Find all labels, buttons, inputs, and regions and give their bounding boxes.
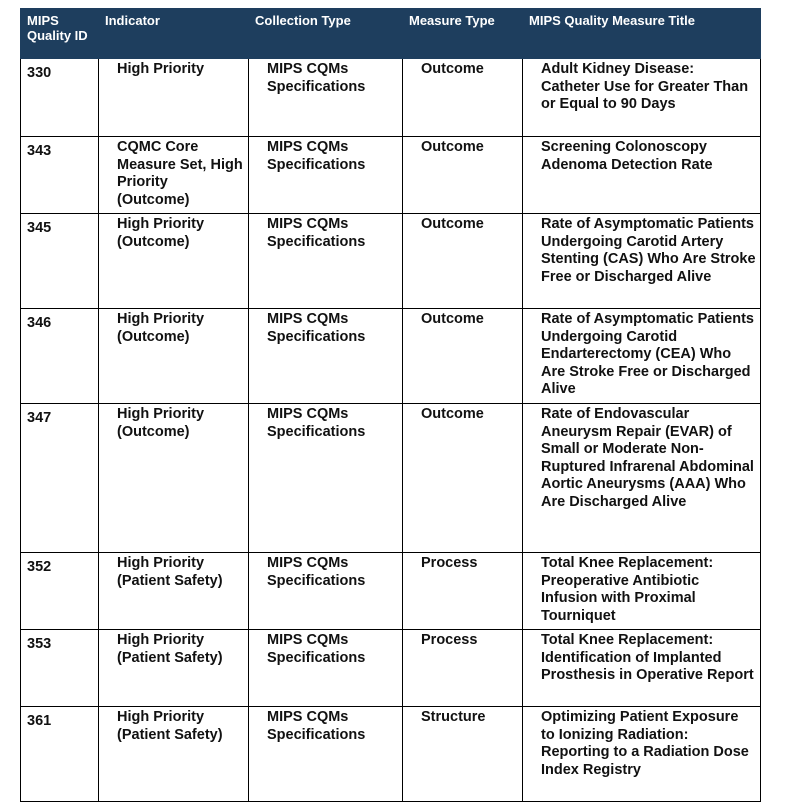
- cell-measure-title: Rate of Asymptomatic Patients Undergoing Carotid Artery Stenting (CAS) Who Are Stroke Free or Discharged Alive: [523, 214, 761, 309]
- cell-indicator: CQMC Core Measure Set, High Priority (Outcome): [99, 137, 249, 214]
- cell-measure-title: Total Knee Replacement: Preoperative Antibiotic Infusion with Proximal Tourniquet: [523, 553, 761, 630]
- cell-indicator: High Priority (Outcome): [99, 309, 249, 404]
- table-row: [21, 404, 761, 553]
- cell-indicator: High Priority (Outcome): [99, 404, 249, 553]
- cell-indicator: High Priority: [99, 59, 249, 137]
- cell-measure-title: Rate of Asymptomatic Patients Undergoing Carotid Endarterectomy (CEA) Who Are Stroke Free or Discharged Alive: [523, 309, 761, 404]
- cell-measure-type: Process: [403, 630, 523, 707]
- cell-measure-title: Screening Colonoscopy Adenoma Detection Rate: [523, 137, 761, 214]
- header-measure-type: Measure Type: [403, 9, 523, 59]
- table-row: [21, 59, 761, 137]
- cell-indicator: High Priority (Outcome): [99, 214, 249, 309]
- cell-collection-type: MIPS CQMs Specifications: [249, 214, 403, 309]
- cell-collection-type: MIPS CQMs Specifications: [249, 630, 403, 707]
- header-measure-title: MIPS Quality Measure Title: [523, 9, 761, 59]
- cell-measure-type: Outcome: [403, 59, 523, 137]
- cell-quality-id: 343: [21, 137, 99, 214]
- cell-indicator: High Priority (Patient Safety): [99, 553, 249, 630]
- cell-collection-type: MIPS CQMs Specifications: [249, 404, 403, 553]
- cell-indicator: High Priority (Patient Safety): [99, 707, 249, 802]
- cell-measure-title: Optimizing Patient Exposure to Ionizing Radiation: Reporting to a Radiation Dose Index Registry: [523, 707, 761, 802]
- cell-measure-type: Outcome: [403, 404, 523, 553]
- cell-measure-type: Outcome: [403, 309, 523, 404]
- cell-quality-id: 361: [21, 707, 99, 802]
- cell-indicator: High Priority (Patient Safety): [99, 630, 249, 707]
- cell-measure-type: Outcome: [403, 214, 523, 309]
- table-row: [21, 707, 761, 802]
- cell-quality-id: 353: [21, 630, 99, 707]
- table-row: [21, 553, 761, 630]
- cell-collection-type: MIPS CQMs Specifications: [249, 137, 403, 214]
- cell-measure-type: Outcome: [403, 137, 523, 214]
- cell-quality-id: 330: [21, 59, 99, 137]
- cell-measure-type: Process: [403, 553, 523, 630]
- cell-measure-title: Rate of Endovascular Aneurysm Repair (EVAR) of Small or Moderate Non-Ruptured Infrarenal Abdominal Aortic Aneurysms (AAA) Who Are Discharged Alive: [523, 404, 761, 553]
- table-row: [21, 214, 761, 309]
- cell-quality-id: 346: [21, 309, 99, 404]
- cell-measure-title: Adult Kidney Disease: Catheter Use for Greater Than or Equal to 90 Days: [523, 59, 761, 137]
- cell-collection-type: MIPS CQMs Specifications: [249, 707, 403, 802]
- table-row: [21, 137, 761, 214]
- cell-quality-id: 352: [21, 553, 99, 630]
- cell-collection-type: MIPS CQMs Specifications: [249, 553, 403, 630]
- measures-table: [20, 8, 761, 802]
- header-collection-type: Collection Type: [249, 9, 403, 59]
- header-indicator: Indicator: [99, 9, 249, 59]
- cell-measure-title: Total Knee Replacement: Identification of Implanted Prosthesis in Operative Report: [523, 630, 761, 707]
- cell-quality-id: 347: [21, 404, 99, 553]
- cell-collection-type: MIPS CQMs Specifications: [249, 309, 403, 404]
- table-row: [21, 630, 761, 707]
- cell-collection-type: MIPS CQMs Specifications: [249, 59, 403, 137]
- cell-quality-id: 345: [21, 214, 99, 309]
- table-header-row: [21, 9, 761, 59]
- table-row: [21, 309, 761, 404]
- cell-measure-type: Structure: [403, 707, 523, 802]
- header-quality-id: MIPS Quality ID: [21, 9, 99, 59]
